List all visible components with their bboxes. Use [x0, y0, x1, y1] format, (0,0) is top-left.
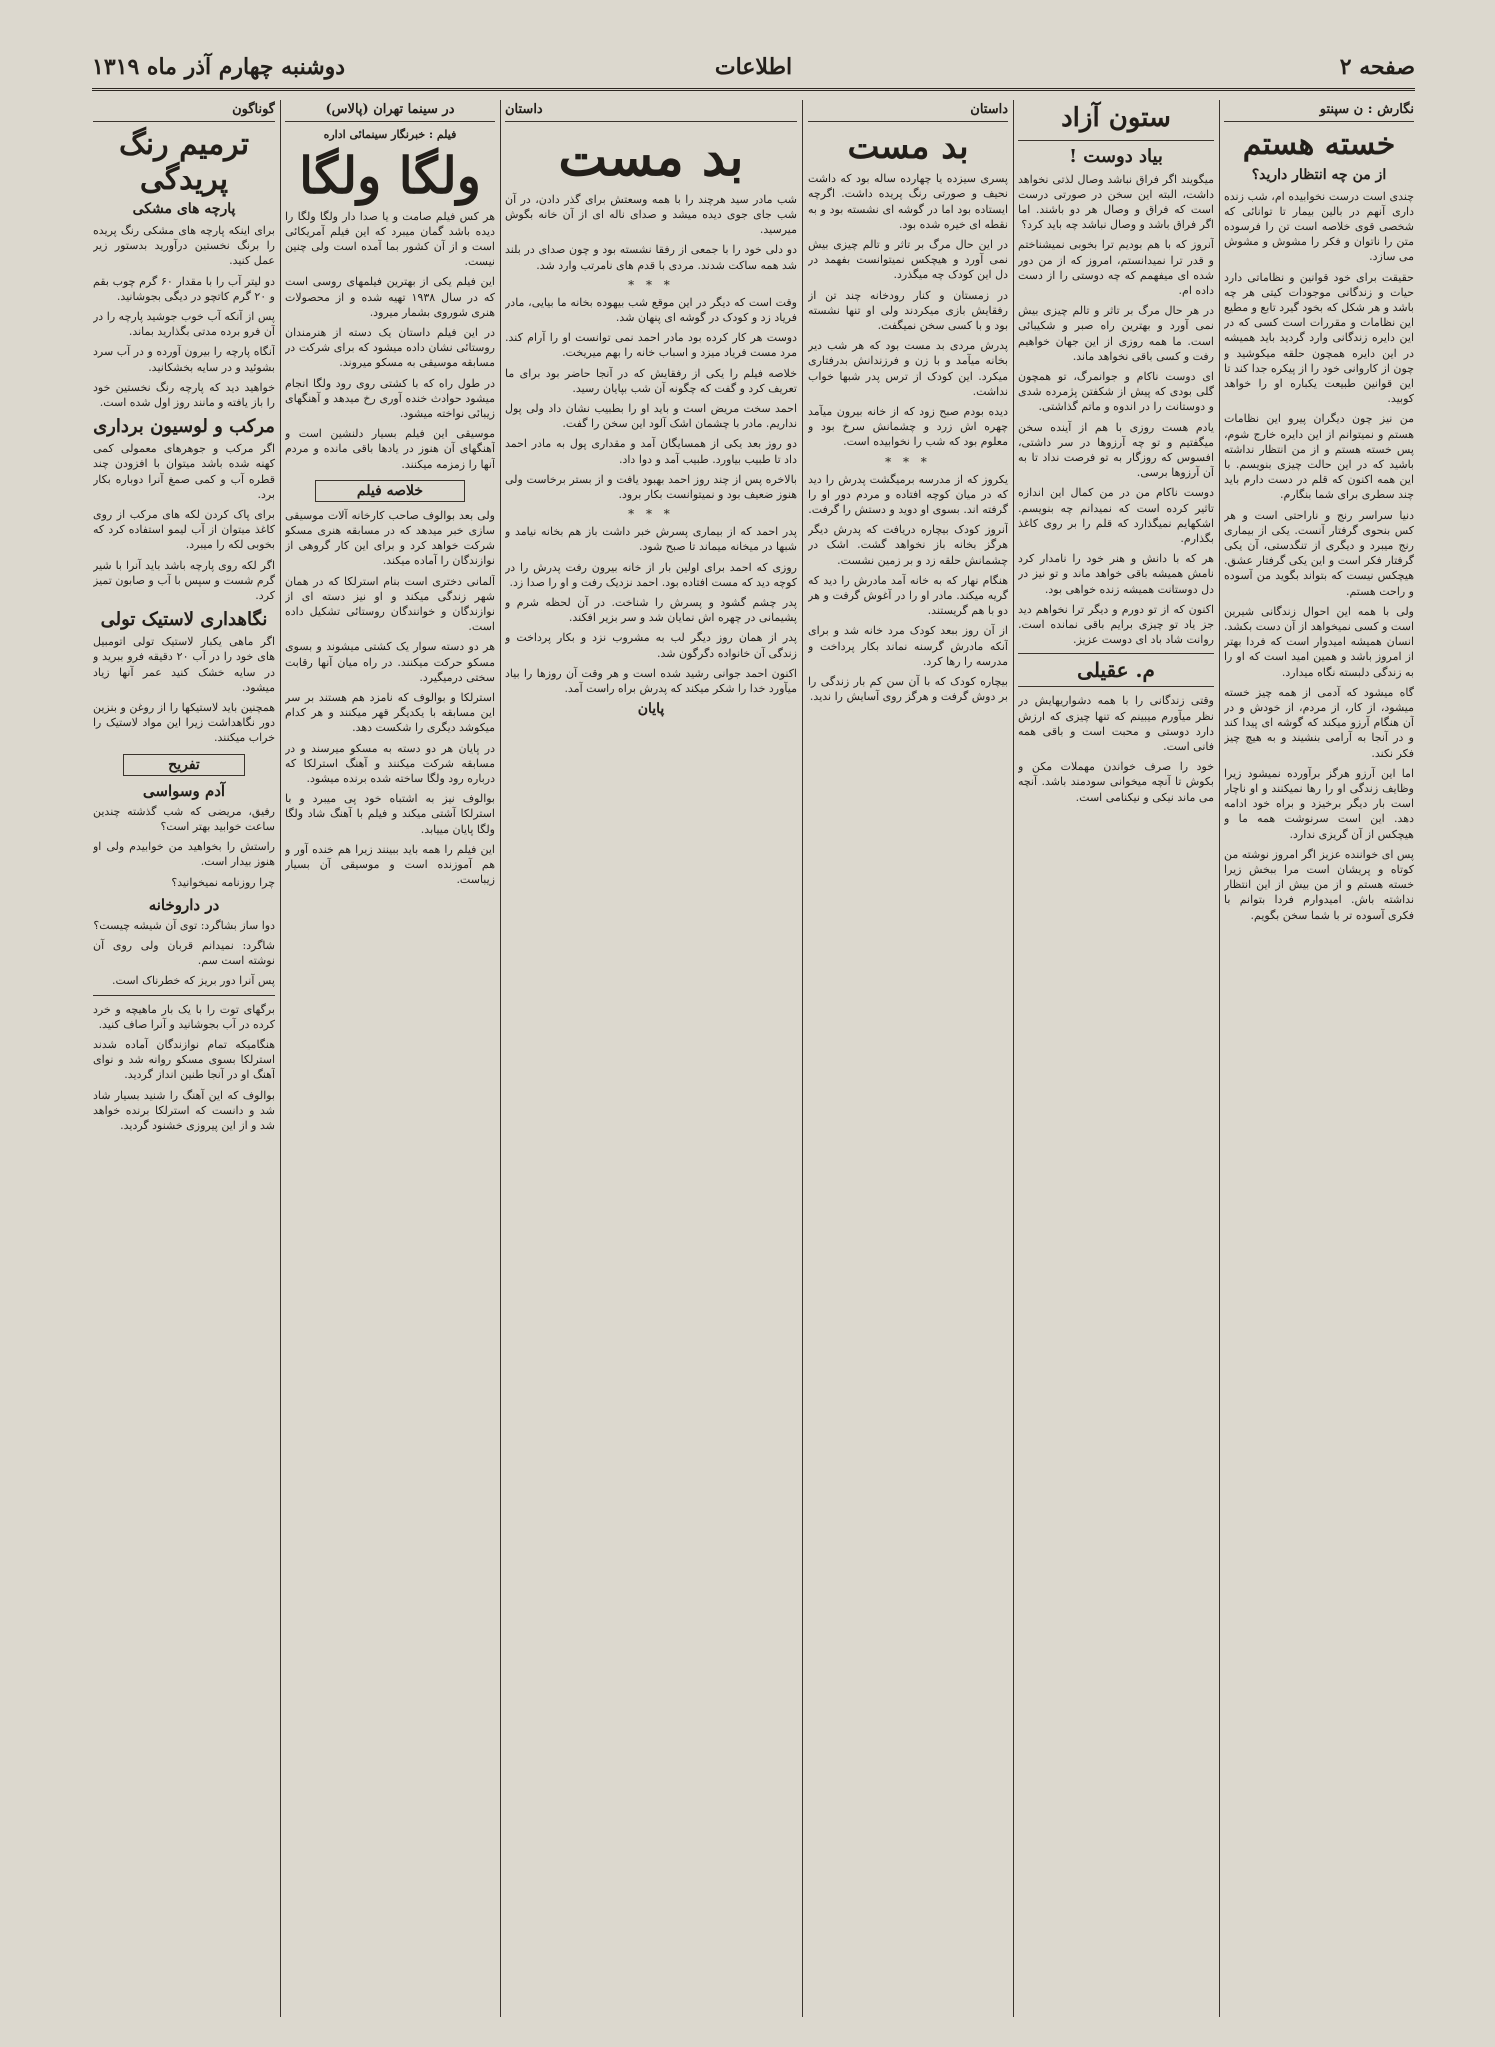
- paragraph: دو لیتر آب را با مقدار ۶۰ گرم چوب بقم و ۲۰ گرم کاتچو در دیگی بجوشانید.: [93, 274, 275, 303]
- section-heading: مرکب و لوسیون برداری: [93, 416, 275, 438]
- paragraph: بالاخره پس از چند روز احمد بهبود یافت و از بستر برخاست ولی هنوز ضعیف بود و نمیتوانست بکار برود.: [505, 472, 797, 502]
- section-separator: * * *: [628, 507, 674, 522]
- column-rule: [802, 100, 803, 2017]
- paragraph: هر که با دانش و هنر خود را نامدار کرد نامش همیشه باقی خواهد ماند و تو نیز در دل دوستانت همیشه زنده خواهی بود.: [1018, 552, 1214, 596]
- section-separator: * * *: [885, 454, 931, 469]
- section-rubric: داستان: [505, 100, 797, 122]
- article-title: خسته هستم: [1242, 127, 1396, 162]
- paragraph: من نیز چون دیگران پیرو این نظامات هستم و نمیتوانم از این دایره خارج شوم، پس خسته هستم و از من انتظار نداشته باشید که در این حالت چیزی بنویسم. با این همه اکنون که قلم در دست دارم باید چند سطری برای شما بنگارم.: [1224, 412, 1414, 502]
- review-byline: فیلم : خبرنگار سینمائی اداره: [323, 128, 457, 141]
- film-summary-heading: خلاصه فیلم: [315, 480, 465, 502]
- paragraph: دو دلی خود را با جمعی از رفقا نشسته بود و چون صدای در بلند شد همه ساکت شدند. مردی با قدم های نامرتب وارد شد.: [505, 243, 797, 272]
- story-title: بد مست: [847, 127, 969, 167]
- author-byline: نگارش : ن سپنتو: [1224, 100, 1414, 122]
- paragraph: استرلکا و بوالوف که نامزد هم هستند بر سر این مسابقه با یکدیگر قهر میکنند و هر کدام میکوشد دیگری را شکست دهد.: [285, 690, 495, 735]
- paragraph: چندی است درست نخوابیده ام، شب زنده داری آنهم در بالین بیمار تا توانائی که شخصی قوی خلاصه است تن را فرسوده متن را ناتوان و فکر را مشوش و مشوش می سازد.: [1224, 189, 1414, 264]
- paragraph: در پایان هر دو دسته به مسکو میرسند و در مسابقه شرکت میکنند و آهنگ استرلکا که درباره رود ولگا ساخته شده برنده میشود.: [285, 741, 495, 785]
- paragraph: آنروز که با هم بودیم ترا بخوبی نمیشناختم و قدر ترا نمیدانستم، امروز که از من دور شده ای میفهمم که چه دوستی را از دست داده ام.: [1018, 238, 1214, 297]
- column-miscellany: [93, 100, 275, 2017]
- column-rule: [280, 100, 281, 2017]
- paragraph: پدر از همان روز دیگر لب به مشروب نزد و بکار پرداخت و زندگی آن خانواده دگرگون شد.: [505, 631, 797, 660]
- paragraph: شاگرد: نمیدانم قربان ولی روی آن نوشته است سم.: [93, 938, 275, 968]
- paragraph: پدر چشم گشود و پسرش را شناخت. در آن لحظه شرم و پشیمانی در چهره اش نمایان شد و سر بزیر افکند.: [505, 596, 797, 625]
- paragraph: در زمستان و کنار رودخانه چند تن از رفقایش بازی میکردند ولی او تنها نشسته بود و با کسی سخن نمیگفت.: [808, 288, 1008, 332]
- column-film-review: [285, 100, 495, 2017]
- paragraph: خود را صرف خواندن مهملات مکن و بکوش تا آنچه میخوانی سودمند باشد. آنچه می ماند نیکی و نیکنامی است.: [1018, 760, 1214, 804]
- paragraph: برای اینکه پارچه های مشکی رنگ پریده را برنگ نخستین درآورید بدستور زیر عمل کنید.: [93, 224, 275, 268]
- paragraph: هنگامیکه تمام نوازندگان آماده شدند استرلکا بسوی مسکو روانه شد و نوای آهنگ او در آنجا طنین انداز گردید.: [93, 1037, 275, 1082]
- author-signature: م. عقیلی: [1018, 653, 1214, 687]
- page-number: صفحه ۲: [1339, 54, 1415, 80]
- paragraph: پدر احمد که از بیماری پسرش خبر داشت باز هم بخانه نیامد و شبها در میخانه میماند تا صبح شود.: [505, 525, 797, 554]
- paragraph: پس از آنکه آب خوب جوشید پارچه را در آن فرو برده مدتی بگذارید بماند.: [93, 310, 275, 339]
- joke-title: آدم وسواسی: [142, 781, 226, 800]
- film-title: ولگا ولگا: [299, 146, 481, 205]
- paragraph: پدرش مردی بد مست بود که هر شب دیر بخانه میآمد و با زن و فرزندانش بدرفتاری میکرد. این کودک از ترس پدر شبها خواب نداشت.: [808, 339, 1008, 398]
- page-header: [92, 48, 1415, 91]
- column-rule: [1219, 100, 1220, 2017]
- paragraph: وقتی زندگانی را با همه دشواریهایش در نظر میآورم میبینم که تنها چیزی که ارزش دارد دوستی و محبت است و باقی همه فانی است.: [1018, 694, 1214, 754]
- article-subtitle: از من چه انتظار دارید؟: [1251, 166, 1387, 183]
- paragraph: دیده بودم صبح زود که از خانه بیرون میآمد چهره اش زرد و چشمانش سرخ بود و معلوم بود که شب را نخوابیده است.: [808, 404, 1008, 449]
- paragraph: حقیقت برای خود قوانین و نظاماتی دارد حیات و زندگانی موجودات کیتی هر چه باشد و هر شکل که بخود گیرد تابع و مطیع این نظامات و مقررات است کسی که در این دایره زندگانی وارد گردید باید همیشه در این دایره همچون حلقه میکوشید و چون از کاروانی خود را از پیکره جدا کند تا این قوانین طبیعت یکباره او را خواهد کوبید.: [1224, 270, 1414, 406]
- paragraph: خلاصه فیلم را یکی از رفقایش که در آنجا حاضر بود برای ما تعریف کرد و گفت که چگونه آن شب بپایان رسید.: [505, 366, 797, 395]
- paragraph: برگهای توت را با یک بار ماهیچه و خرد کرده در آب بجوشانید و آنرا صاف کنید.: [93, 1002, 275, 1031]
- paragraph: رفیق، مریضی که شب گذشته چندین ساعت خوابید بهتر است؟: [93, 804, 275, 833]
- section-rubric: گوناگون: [93, 100, 275, 122]
- paragraph: دنیا سراسر رنج و ناراحتی است و هر کس بنحوی گرفتار آنست. یکی از بیماری رنج میبرد و دیگری از تنگدستی، آن یکی گرفتار فکر است و این یکی گرفتار عشق. هیچکس نیست که بتواند بگوید من آسوده و راحت هستم.: [1224, 508, 1414, 598]
- paragraph: اگر ماهی یکبار لاستیک تولی اتومبیل های خود را در آب ۲۰ دقیقه فرو ببرید و در سایه خشک کنید عمر آنها زیاد میشود.: [93, 635, 275, 694]
- paragraph: بیچاره کودک که با آن سن کم بار زندگی را بر دوش گرفت و هرگز روی آسایش را ندید.: [808, 674, 1008, 704]
- column-rule: [500, 100, 501, 2017]
- cinema-rubric: در سینما تهران (پالاس): [285, 100, 495, 122]
- paragraph: اگر مرکب و جوهرهای معمولی کمی کهنه شده باشد میتوان با افزودن چند قطره آب و کمی صمغ آنرا دوباره بکار برد.: [93, 442, 275, 501]
- paragraph: روزی که احمد برای اولین بار از خانه بیرون رفت پدرش را در کوچه دید که مست افتاده بود. احمد نزدیک رفت و او را صدا زد.: [505, 560, 797, 589]
- paragraph: وقت است که دیگر در این موقع شب بیهوده بخانه ما بیایی، مادر فریاد زد و کودک در گوشه ای پنهان شد.: [505, 295, 797, 325]
- story-title: بد مست: [558, 127, 744, 188]
- paragraph: هر کس فیلم صامت و یا صدا دار ولگا ولگا را دیده باشد گمان میبرد که این فیلم آمریکائی است و از آن کشور بما آمده است ولی چنین نیست.: [285, 209, 495, 269]
- paragraph: در این حال مرگ بر تاثر و تالم چیزی بیش نمی آورد و هیچکس نمیتوانست بفهمد در دل این کودک چه میگذرد.: [808, 237, 1008, 282]
- column-story-part2: [505, 100, 797, 2017]
- paragraph: هر دو دسته سوار یک کشتی میشوند و بسوی مسکو حرکت میکنند. در راه میان آنها رقابت سختی درمیگیرد.: [285, 640, 495, 684]
- paragraph: موسیقی این فیلم بسیار دلنشین است و آهنگهای آن هنوز در یادها باقی مانده و مردم آنها را زمزمه میکنند.: [285, 427, 495, 471]
- paragraph: راستش را بخواهید من خوابیدم ولی او هنوز بیدار است.: [93, 840, 275, 869]
- paragraph: میگویند اگر فراق نباشد وصال لذتی نخواهد داشت، البته این سخن در صورتی درست است که فراق و وصال هر دو باشند. اما اگر فراق باشد و وصال نباشد چه باید کرد؟: [1018, 172, 1214, 232]
- paragraph: بوالوف نیز به اشتباه خود پی میبرد و با استرلکا آشتی میکند و فیلم با آهنگ شاد ولگا ولگا پایان مییابد.: [285, 792, 495, 836]
- paragraph: خواهید دید که پارچه رنگ نخستین خود را باز یافته و مانند روز اول شده است.: [93, 380, 275, 410]
- paragraph: ولی با همه این احوال زندگانی شیرین است و کسی نمیخواهد از آن دست بکشد. انسان همیشه امیدوار است که فردا بهتر از امروز باشد و همین امید است که او را به زندگی دلبسته نگاه میدارد.: [1224, 604, 1414, 679]
- divider: [1018, 140, 1214, 141]
- paragraph: این فیلم را همه باید ببینند زیرا هم خنده آور و هم آموزنده است و موسیقی آن بسیار زیباست.: [285, 842, 495, 887]
- column-tired-essay: [1224, 100, 1414, 2017]
- paragraph: دوست هر کار کرده بود مادر احمد نمی توانست او را آرام کند. مرد مست فریاد میزد و اسباب خانه را بهم میریخت.: [505, 331, 797, 360]
- paragraph: در این فیلم داستان یک دسته از هنرمندان روستائی نشان داده میشود که برای شرکت در مسابقه موسیقی به مسکو میروند.: [285, 325, 495, 370]
- paragraph: پس آنرا دور بریز که خطرناک است.: [112, 974, 275, 988]
- column-rule: [1013, 100, 1014, 2017]
- column-free-column: [1018, 100, 1214, 2017]
- entertainment-heading: تفریح: [123, 754, 245, 776]
- paragraph: اکنون که از تو دورم و دیگر ترا نخواهم دید جز یاد تو چیزی برایم باقی نمانده است. روانت شاد باد ای دوست عزیز.: [1018, 602, 1214, 647]
- paragraph: ای دوست ناکام و جوانمرگ، تو همچون گلی بودی که پیش از شکفتن پژمرده شدی و دوستانت را در اندوه و ماتم گذاشتی.: [1018, 370, 1214, 414]
- paragraph: اما این آرزو هرگز برآورده نمیشود زیرا وظایف زندگی او را رها نمیکنند و او ناچار است بار دیگر برخیزد و براه خود ادامه دهد. این است سرنوشت همه ما و هیچکس از آن گریزی ندارد.: [1224, 766, 1414, 841]
- paragraph: آنگاه پارچه را بیرون آورده و در آب سرد بشوئید و در سایه بخشکانید.: [93, 345, 275, 374]
- paragraph: آلمانی دختری است بنام استرلکا که در همان شهر زندگی میکند و او نیز دسته ای از نوازندگان و خوانندگان روستائی تشکیل داده است.: [285, 574, 495, 634]
- story-ending: پایان: [637, 701, 665, 718]
- paragraph: یکروز که از مدرسه برمیگشت پدرش را دید که در میان کوچه افتاده و مردم دور او را گرفته اند. بسوی او دوید و دستش را گرفت.: [808, 472, 1008, 516]
- paragraph: گاه میشود که آدمی از همه چیز خسته میشود، از کار، از مردم، از خودش و در آن هنگام آرزو میکند که گوشه ای پیدا کند و در آنجا به آرامی بنشیند و به هیچ چیز فکر نکند.: [1224, 685, 1414, 760]
- paragraph: شب مادر سید هرچند را با همه وسعتش برای گذر دادن، در آن شب جای جوی دیده میشد و صدای ناله ای از آن خانه بگوش میرسید.: [505, 192, 797, 237]
- paragraph: اگر لکه روی پارچه باشد باید آنرا با شیر گرم شست و سپس با آب و صابون تمیز کرد.: [93, 558, 275, 603]
- paragraph: در هر حال مرگ بر تاثر و تالم چیزی بیش نمی آورد و بهترین راه صبر و شکیبائی است. ما همه روزی از این جهان خواهیم رفت و کسی باقی نخواهد ماند.: [1018, 304, 1214, 363]
- paper-name: اطلاعات: [714, 54, 793, 80]
- paragraph: دو روز بعد یکی از همسایگان آمد و مقداری پول به مادر احمد داد تا طبیب بیاورد. طبیب آمد و دوا داد.: [505, 437, 797, 466]
- section-rubric: ستون آزاد: [1061, 103, 1171, 133]
- divider: [93, 995, 275, 996]
- paragraph: دوست ناکام من در من کمال این اندازه تاثیر کرده است که نمیدانم چه بنویسم. اشکهایم نمیگذارد که قلم را بر روی کاغذ بگذارم.: [1018, 486, 1214, 546]
- paragraph: هنگام نهار که به خانه آمد مادرش را دید که گریه میکند. مادر او را در آغوش گرفت و هر دو با هم گریستند.: [808, 573, 1008, 618]
- article-title: ترمیم رنگ پریدگی: [118, 127, 250, 197]
- section-heading: نگاهداری لاستیک تولی: [100, 609, 268, 631]
- paragraph: از آن روز ببعد کودک مرد خانه شد و برای آنکه مادرش گرسنه نماند بکار پرداخت و مدرسه را رها کرد.: [808, 624, 1008, 668]
- paragraph: یادم هست روزی با هم از آینده سخن میگفتیم و تو چه آرزوها در سر داشتی، افسوس که روزگار به تو فرصت نداد تا به آن آرزوها برسی.: [1018, 420, 1214, 480]
- paragraph: پسری سیزده یا چهارده ساله بود که داشت نحیف و صورتی رنگ پریده داشت. اگرچه ایستاده بود اما در گوشه ای نشسته بود و به نقطه ای خیره شده بود.: [808, 172, 1008, 231]
- paragraph: در طول راه که با کشتی روی رود ولگا انجام میشود حوادث خنده آوری رخ میدهد و آهنگهای زیبائی نواخته میشود.: [285, 376, 495, 420]
- paragraph: پس ای خواننده عزیز اگر امروز نوشته من کوتاه و پریشان است مرا ببخش زیرا خسته هستم و از من بیش از این انتظار نداشته باش. امیدوارم فردا بتوانم با فکری آسوده تر با شما سخن بگویم.: [1224, 847, 1414, 922]
- joke-title: در داروخانه: [148, 895, 220, 914]
- article-subtitle: پارچه های مشکی: [132, 201, 236, 217]
- paragraph: برای پاک کردن لکه های مرکب از روی کاغذ میتوان از آب لیمو استفاده کرد که بخوبی لکه را میبرد.: [93, 508, 275, 552]
- paragraph: ولی بعد بوالوف صاحب کارخانه آلات موسیقی سازی خبر میدهد که در مسابقه هنری مسکو شرکت خواهد کرد و برای این کار گروهی از نوازندگان را آماده میکند.: [285, 508, 495, 568]
- article-title: بیاد دوست !: [1069, 145, 1163, 167]
- paragraph: آنروز کودک بیچاره دریافت که پدرش دیگر هرگز بخانه باز نخواهد گشت. اشک در چشمانش حلقه زد و بر زمین نشست.: [808, 523, 1008, 567]
- paragraph: دوا ساز بشاگرد: توی آن شیشه چیست؟: [93, 918, 275, 932]
- paragraph: بوالوف که این آهنگ را شنید بسیار شاد شد و دانست که استرلکا برنده خواهد شد و از این پیروزی خشنود گردید.: [93, 1088, 275, 1132]
- paragraph: احمد سخت مریض است و باید او را بطبیب نشان داد ولی پول نداریم. مادر با چشمان اشک آلود این سخن را گفت.: [505, 402, 797, 431]
- section-rubric: داستان: [808, 100, 1008, 122]
- paragraph: چرا روزنامه نمیخوانید؟: [171, 875, 275, 889]
- paragraph: همچنین باید لاستیکها را از روغن و بنزین دور نگاهداشت زیرا این مواد لاستیک را خراب میکنند.: [93, 701, 275, 745]
- issue-date: دوشنبه چهارم آذر ماه ۱۳۱۹: [92, 54, 346, 80]
- paragraph: این فیلم یکی از بهترین فیلمهای روسی است که در سال ۱۹۳۸ تهیه شده و از محصولات هنری شوروی بشمار میرود.: [285, 275, 495, 319]
- section-separator: * * *: [628, 277, 674, 292]
- column-story-part1: [808, 100, 1008, 2017]
- paragraph: اکنون احمد جوانی رشید شده است و هر وقت آن روزها را بیاد میآورد خدا را شکر میکند که پدرش براه راست آمد.: [505, 666, 797, 696]
